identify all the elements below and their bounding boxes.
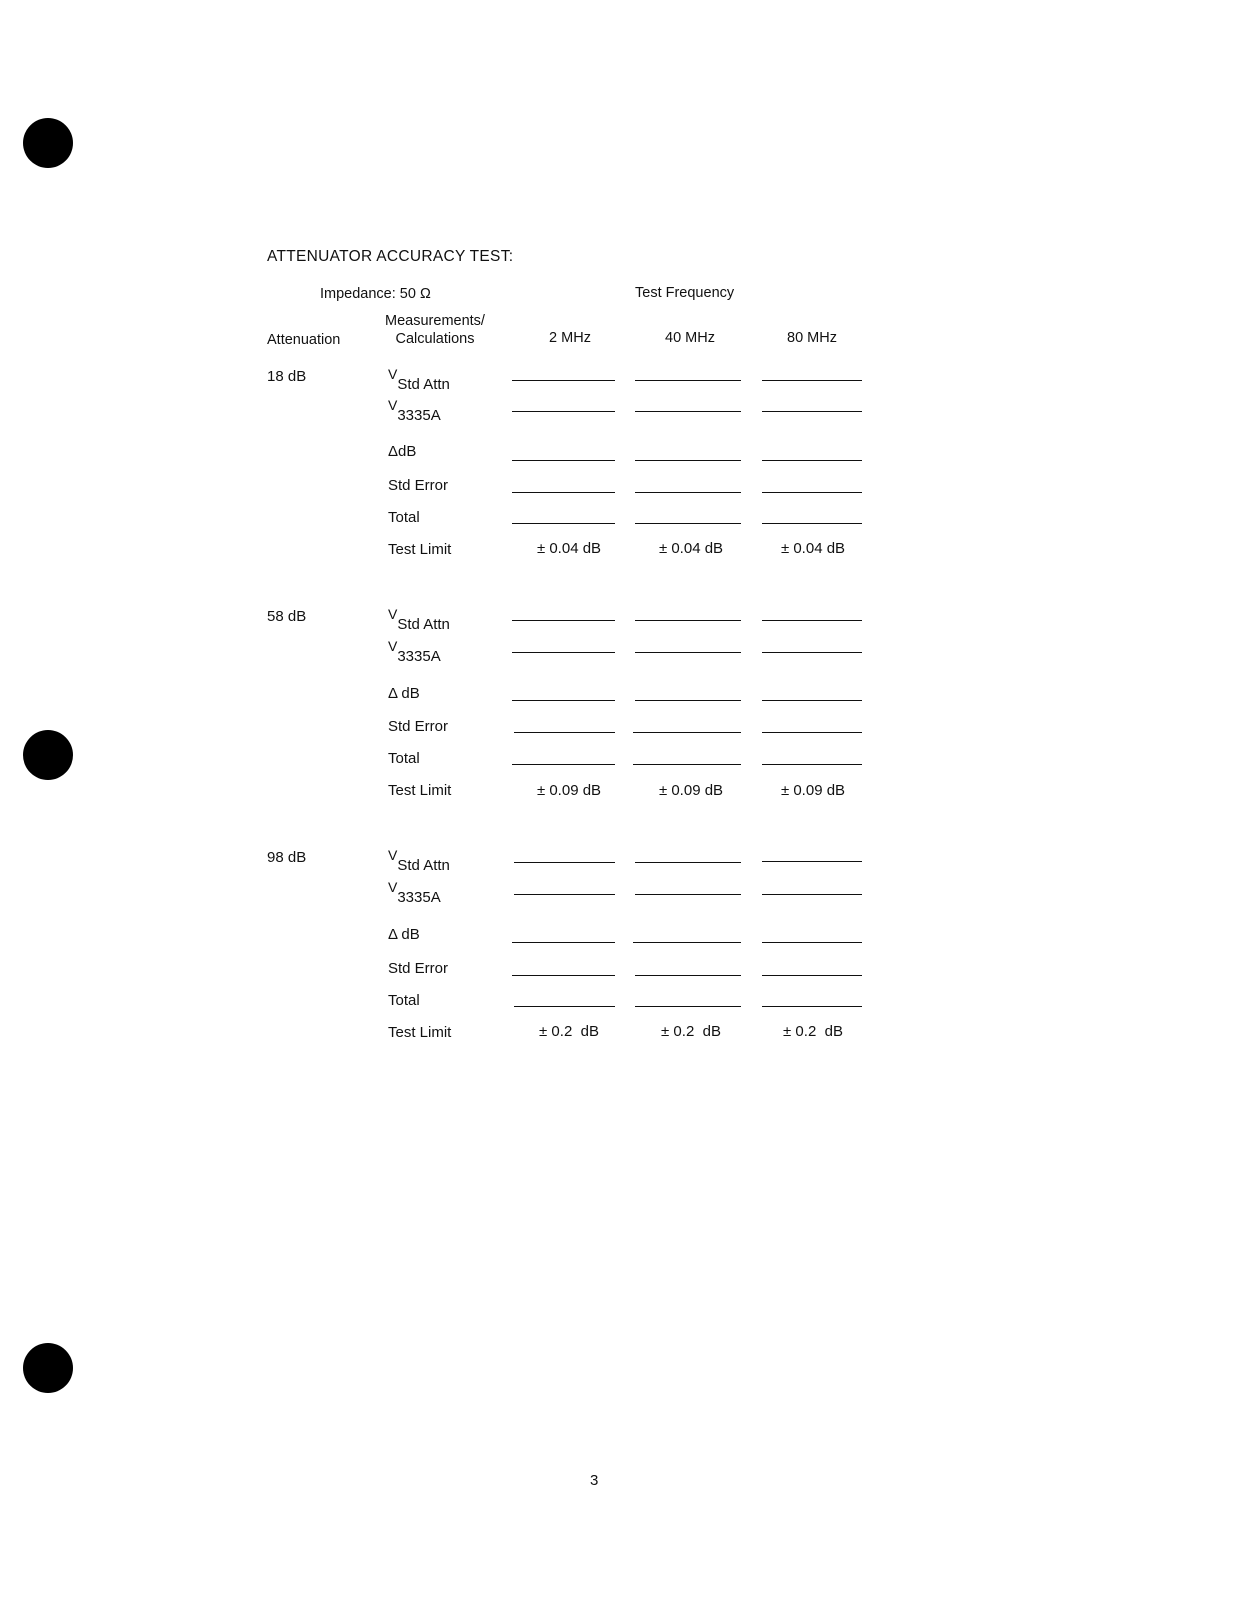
attenuation-value: 58 dB xyxy=(267,608,307,625)
attenuation-header: Attenuation xyxy=(267,332,341,348)
blank-std-error-40mhz[interactable] xyxy=(635,975,741,976)
blank-delta-db-40mhz[interactable] xyxy=(635,700,741,701)
attenuation-value: 98 dB xyxy=(267,849,307,866)
test-limit-40mhz: ± 0.09 dB xyxy=(658,782,724,799)
blank-delta-db-40mhz[interactable] xyxy=(635,460,741,461)
blank-total-80mhz[interactable] xyxy=(762,1006,862,1007)
std-error-label: Std Error xyxy=(388,960,449,977)
blank-delta-db-40mhz[interactable] xyxy=(633,942,741,943)
test-limit-80mhz: ± 0.09 dB xyxy=(780,782,846,799)
delta-db-label: Δ dB xyxy=(388,926,420,943)
page-number: 3 xyxy=(590,1472,599,1489)
blank-std-attn-40mhz[interactable] xyxy=(635,620,741,621)
test-limit-2mhz: ± 0.09 dB xyxy=(536,782,602,799)
blank-std-attn-80mhz[interactable] xyxy=(762,380,862,381)
blank-std-error-80mhz[interactable] xyxy=(762,975,862,976)
attenuation-value: 18 dB xyxy=(267,368,307,385)
test-limit-40mhz: ± 0.2 dB xyxy=(661,1023,721,1040)
blank-std-attn-40mhz[interactable] xyxy=(635,862,741,863)
total-label: Total xyxy=(388,509,420,526)
freq-header-80mhz: 80 MHz xyxy=(787,330,837,346)
blank-std-error-40mhz[interactable] xyxy=(635,492,741,493)
delta-db-label: Δ dB xyxy=(388,685,420,702)
test-limit-label: Test Limit xyxy=(388,541,452,558)
blank-std-attn-2mhz[interactable] xyxy=(512,620,615,621)
blank-total-2mhz[interactable] xyxy=(514,1006,615,1007)
blank-3335a-40mhz[interactable] xyxy=(635,652,741,653)
blank-std-attn-40mhz[interactable] xyxy=(635,380,741,381)
blank-std-error-80mhz[interactable] xyxy=(762,492,862,493)
v-3335a-label: V3335A xyxy=(388,879,441,906)
total-label: Total xyxy=(388,992,420,1009)
impedance-label: Impedance: 50 Ω xyxy=(320,286,431,302)
freq-header-40mhz: 40 MHz xyxy=(665,330,715,346)
test-limit-2mhz: ± 0.04 dB xyxy=(536,540,602,557)
test-limit-label: Test Limit xyxy=(388,1024,452,1041)
v-std-attn-label: VStd Attn xyxy=(388,606,450,633)
blank-3335a-80mhz[interactable] xyxy=(762,652,862,653)
blank-std-attn-80mhz[interactable] xyxy=(762,861,862,862)
blank-delta-db-80mhz[interactable] xyxy=(762,942,862,943)
punch-hole-bottom xyxy=(23,1343,73,1393)
delta-db-label: ΔdB xyxy=(388,443,417,460)
blank-std-error-2mhz[interactable] xyxy=(512,975,615,976)
blank-std-attn-2mhz[interactable] xyxy=(514,862,615,863)
total-label: Total xyxy=(388,750,420,767)
blank-std-error-2mhz[interactable] xyxy=(514,732,615,733)
test-limit-label: Test Limit xyxy=(388,782,452,799)
blank-std-error-40mhz[interactable] xyxy=(633,732,741,733)
v-std-attn-label: VStd Attn xyxy=(388,366,450,393)
blank-3335a-2mhz[interactable] xyxy=(512,652,615,653)
blank-delta-db-80mhz[interactable] xyxy=(762,460,862,461)
test-limit-2mhz: ± 0.2 dB xyxy=(539,1023,599,1040)
measurements-header-line1: Measurements/ xyxy=(385,313,485,329)
blank-3335a-2mhz[interactable] xyxy=(514,894,615,895)
v-3335a-label: V3335A xyxy=(388,397,441,424)
blank-total-80mhz[interactable] xyxy=(762,523,862,524)
blank-total-80mhz[interactable] xyxy=(762,764,862,765)
measurements-header xyxy=(380,312,490,348)
blank-delta-db-2mhz[interactable] xyxy=(512,700,615,701)
blank-total-2mhz[interactable] xyxy=(512,764,615,765)
blank-3335a-2mhz[interactable] xyxy=(512,411,615,412)
v-std-attn-label: VStd Attn xyxy=(388,847,450,874)
blank-3335a-40mhz[interactable] xyxy=(635,411,741,412)
blank-total-40mhz[interactable] xyxy=(633,764,741,765)
std-error-label: Std Error xyxy=(388,718,449,735)
blank-3335a-80mhz[interactable] xyxy=(762,894,862,895)
freq-header-2mhz: 2 MHz xyxy=(549,330,591,346)
blank-std-error-2mhz[interactable] xyxy=(512,492,615,493)
blank-delta-db-2mhz[interactable] xyxy=(512,942,615,943)
test-limit-40mhz: ± 0.04 dB xyxy=(658,540,724,557)
test-frequency-label: Test Frequency xyxy=(635,285,735,301)
blank-total-40mhz[interactable] xyxy=(635,1006,741,1007)
test-limit-80mhz: ± 0.04 dB xyxy=(780,540,846,557)
measurements-header-line2: Calculations xyxy=(395,331,475,347)
blank-std-error-80mhz[interactable] xyxy=(762,732,862,733)
v-3335a-label: V3335A xyxy=(388,638,441,665)
blank-std-attn-2mhz[interactable] xyxy=(512,380,615,381)
punch-hole-top xyxy=(23,118,73,168)
blank-delta-db-80mhz[interactable] xyxy=(762,700,862,701)
blank-total-2mhz[interactable] xyxy=(512,523,615,524)
test-limit-80mhz: ± 0.2 dB xyxy=(783,1023,843,1040)
blank-delta-db-2mhz[interactable] xyxy=(512,460,615,461)
std-error-label: Std Error xyxy=(388,477,449,494)
page-title: ATTENUATOR ACCURACY TEST: xyxy=(267,248,514,265)
punch-hole-middle xyxy=(23,730,73,780)
blank-total-40mhz[interactable] xyxy=(635,523,741,524)
blank-3335a-80mhz[interactable] xyxy=(762,411,862,412)
blank-std-attn-80mhz[interactable] xyxy=(762,620,862,621)
blank-3335a-40mhz[interactable] xyxy=(635,894,741,895)
